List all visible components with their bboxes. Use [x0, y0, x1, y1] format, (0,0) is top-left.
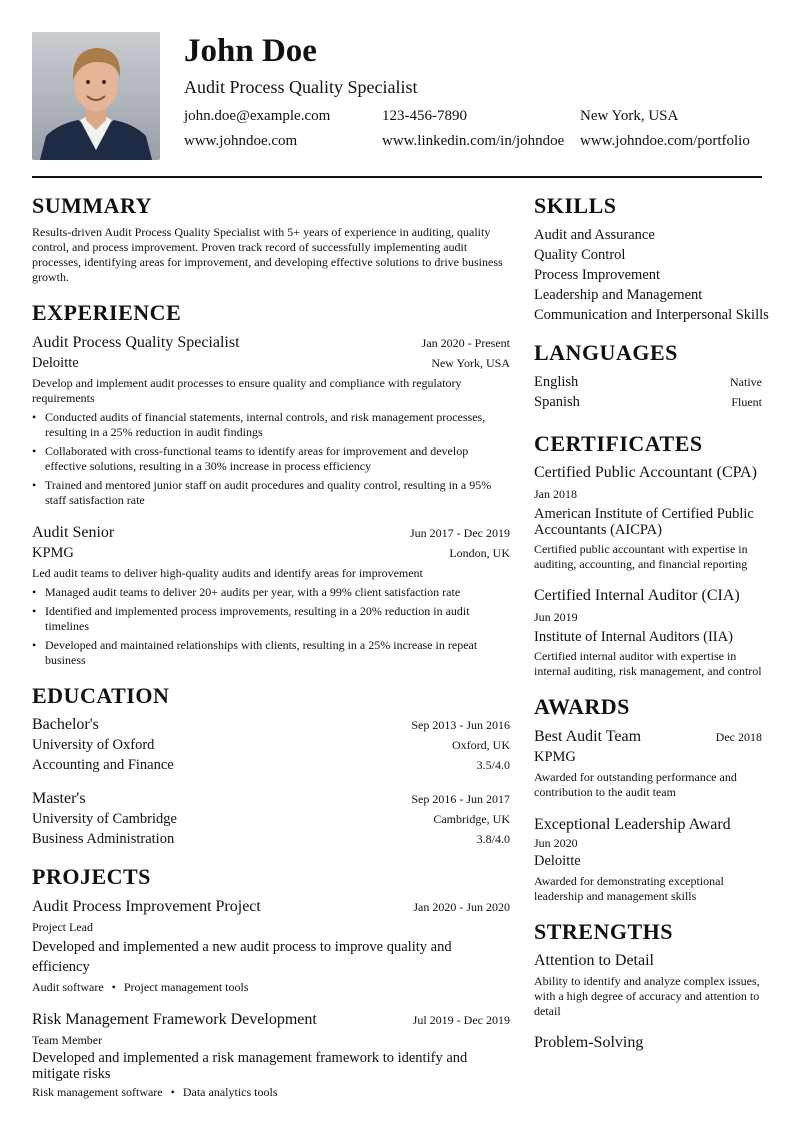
- bullet-item: • Trained and mentored junior staff on audit procedures and quality control, resulting in a 95% staff satisfaction rate: [32, 478, 510, 508]
- strength-title: Problem-Solving: [534, 1034, 644, 1051]
- website-link[interactable]: www.johndoe.com: [184, 133, 298, 149]
- strengths-section: [534, 918, 762, 1053]
- project-tools: Audit software • Project management tools: [32, 980, 249, 994]
- certificates-section: [534, 430, 762, 679]
- linkedin-link[interactable]: www.linkedin.com/in/johndoe: [382, 133, 565, 149]
- award-description: Awarded for outstanding performance and contribution to the audit team: [534, 770, 737, 799]
- bullet-item: • Collaborated with cross-functional teams to identify areas for improvement and develop effective solutions, resulting in a 30% increase in process efficiency: [32, 444, 510, 474]
- section-heading: EXPERIENCE: [32, 300, 182, 325]
- language-level: Native: [730, 375, 762, 389]
- bullet-item: • Developed and maintained relationships with clients, resulting in a 25% increase in repeat business: [32, 638, 510, 668]
- skill-item: Communication and Interpersonal Skills: [534, 307, 769, 323]
- language-item: [534, 372, 762, 392]
- tool-tag: Project management tools: [123, 980, 249, 994]
- job-position: Audit Process Quality Specialist: [32, 334, 240, 351]
- job-bullets: [32, 585, 510, 668]
- tool-tag: Data analytics tools: [182, 1085, 278, 1099]
- certificate-item: [534, 463, 762, 572]
- email-link[interactable]: john.doe@example.com: [184, 108, 331, 124]
- section-heading: STRENGTHS: [534, 919, 673, 944]
- education-dates: Sep 2013 - Jun 2016: [411, 718, 510, 732]
- job-description: Develop and implement audit processes to ensure quality and compliance with regulatory requirements: [32, 376, 462, 405]
- school-location: Cambridge, UK: [433, 812, 510, 826]
- field-of-study: Business Administration: [32, 831, 175, 847]
- location-text: New York, USA: [580, 108, 679, 124]
- certificate-title: Certified Internal Auditor (CIA): [534, 587, 740, 604]
- education-section: [32, 682, 510, 849]
- project-role: Project Lead: [32, 920, 93, 934]
- project-description: Developed and implemented a new audit process to improve quality and efficiency: [32, 939, 452, 975]
- project-tools: Risk management software • Data analytics tools: [32, 1085, 278, 1099]
- left-column: [32, 192, 510, 1114]
- languages-section: [534, 339, 762, 412]
- job-location: London, UK: [449, 546, 510, 560]
- job-title: Audit Process Quality Specialist: [184, 77, 418, 97]
- experience-section: [32, 299, 510, 668]
- school-name: University of Oxford: [32, 737, 155, 753]
- header-divider: [32, 176, 762, 178]
- project-dates: Jan 2020 - Jun 2020: [413, 900, 510, 914]
- tool-tag: Audit software: [32, 980, 104, 994]
- field-of-study: Accounting and Finance: [32, 757, 174, 773]
- degree-name: Bachelor's: [32, 716, 99, 733]
- section-heading: AWARDS: [534, 694, 630, 719]
- contact-grid: [184, 107, 762, 151]
- gpa-value: 3.8/4.0: [476, 832, 510, 846]
- language-name: English: [534, 374, 579, 390]
- strength-item: [534, 1033, 762, 1053]
- certificate-description: Certified public accountant with expertise in auditing, accounting, and financial reporting: [534, 542, 748, 571]
- award-org: Deloitte: [534, 853, 581, 869]
- language-name: Spanish: [534, 394, 580, 410]
- certificate-date: Jan 2018: [534, 487, 577, 501]
- certificate-title: Certified Public Accountant (CPA): [534, 464, 757, 481]
- degree-name: Master's: [32, 790, 86, 807]
- summary-section: [32, 192, 510, 285]
- bullet-item: • Managed audit teams to deliver 20+ audits per year, with a 99% client satisfaction rate: [32, 585, 510, 600]
- certificate-description: Certified internal auditor with expertise in internal auditing, risk management, and control: [534, 649, 762, 678]
- project-dates: Jul 2019 - Dec 2019: [412, 1013, 510, 1027]
- tool-tag: Risk management software: [32, 1085, 163, 1099]
- job-description: Led audit teams to deliver high-quality audits and identify areas for improvement: [32, 566, 423, 580]
- school-name: University of Cambridge: [32, 811, 177, 827]
- job-position: Audit Senior: [32, 524, 115, 541]
- award-date: Dec 2018: [715, 730, 762, 744]
- certificate-issuer: Institute of Internal Auditors (IIA): [534, 629, 733, 645]
- job-location: New York, USA: [431, 356, 510, 370]
- award-item: [534, 726, 762, 800]
- project-title: Risk Management Framework Development: [32, 1011, 317, 1028]
- skill-item: Quality Control: [534, 247, 626, 263]
- header-info: [184, 32, 762, 160]
- strength-title: Attention to Detail: [534, 952, 654, 969]
- language-level: Fluent: [731, 395, 762, 409]
- projects-section: [32, 863, 510, 1100]
- project-item: [32, 1009, 510, 1100]
- job-company: Deloitte: [32, 355, 79, 371]
- summary-text: Results-driven Audit Process Quality Specialist with 5+ years of experience in auditing, quality control, and process improvement. Proven track record of successfully implementing audit processes, identifying areas for improvement, and developing effective solutions to drive business growth.: [32, 225, 503, 284]
- profile-photo: [32, 32, 160, 160]
- certificate-item: [534, 586, 762, 679]
- bullet-item: • Conducted audits of financial statements, internal controls, and risk management processes, resulting in a 25% reduction in audit findings: [32, 410, 510, 440]
- award-org: KPMG: [534, 749, 576, 765]
- section-heading: LANGUAGES: [534, 340, 678, 365]
- education-item: [32, 789, 510, 849]
- education-dates: Sep 2016 - Jun 2017: [411, 792, 510, 806]
- project-role: Team Member: [32, 1033, 103, 1047]
- education-item: [32, 715, 510, 775]
- strength-item: [534, 951, 762, 1019]
- skills-section: [534, 192, 769, 325]
- content-columns: [32, 192, 769, 1114]
- award-item: [534, 814, 762, 904]
- skill-item: Audit and Assurance: [534, 227, 655, 243]
- person-name: John Doe: [184, 33, 317, 69]
- section-heading: EDUCATION: [32, 683, 170, 708]
- job-dates: Jun 2017 - Dec 2019: [410, 526, 510, 540]
- language-item: [534, 392, 762, 412]
- job-bullets: [32, 410, 510, 508]
- school-location: Oxford, UK: [452, 738, 510, 752]
- skill-item: Process Improvement: [534, 267, 661, 283]
- experience-item: [32, 332, 510, 508]
- job-company: KPMG: [32, 545, 74, 561]
- experience-item: [32, 522, 510, 668]
- award-description: Awarded for demonstrating exceptional leadership and management skills: [534, 874, 724, 903]
- job-dates: Jan 2020 - Present: [421, 336, 510, 350]
- project-description: Developed and implemented a risk management framework to identify and mitigate risks: [32, 1050, 468, 1082]
- bullet-item: • Identified and implemented process improvements, resulting in a 20% reduction in audit timelines: [32, 604, 510, 634]
- section-heading: PROJECTS: [32, 864, 151, 889]
- right-column: [534, 192, 769, 1114]
- phone-number: 123-456-7890: [382, 108, 467, 124]
- section-heading: SUMMARY: [32, 193, 153, 218]
- certificate-issuer: American Institute of Certified Public Accountants (AICPA): [534, 506, 754, 538]
- award-title: Exceptional Leadership Award: [534, 816, 731, 833]
- project-title: Audit Process Improvement Project: [32, 898, 261, 915]
- section-heading: CERTIFICATES: [534, 431, 703, 456]
- award-title: Best Audit Team: [534, 728, 642, 745]
- skill-item: Leadership and Management: [534, 287, 703, 303]
- resume-header: [32, 32, 762, 160]
- strength-description: Ability to identify and analyze complex issues, with a high degree of accuracy and attention to detail: [534, 974, 760, 1018]
- gpa-value: 3.5/4.0: [476, 758, 510, 772]
- portfolio-link[interactable]: www.johndoe.com/portfolio: [580, 133, 750, 149]
- award-date: Jun 2020: [534, 836, 578, 850]
- awards-section: [534, 693, 762, 904]
- certificate-date: Jun 2019: [534, 610, 578, 624]
- section-heading: SKILLS: [534, 193, 617, 218]
- project-item: [32, 896, 510, 995]
